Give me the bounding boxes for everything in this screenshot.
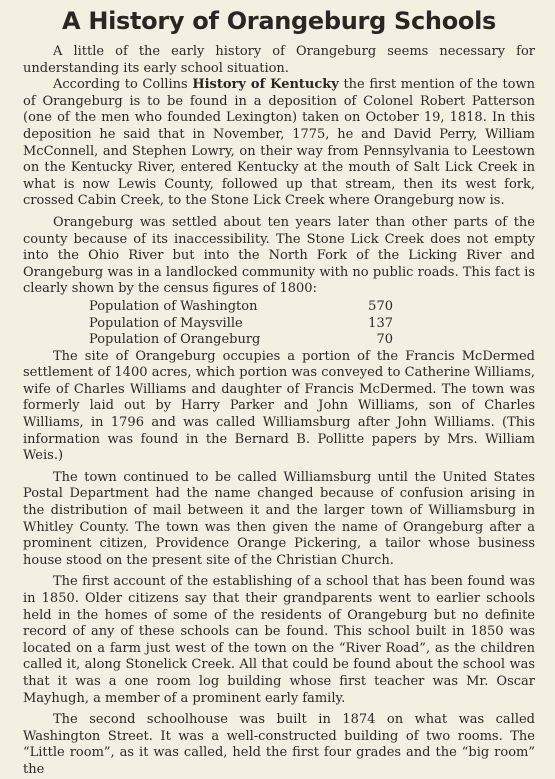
paragraph-settlement: Orangeburg was settled about ten years later than other parts of the county because of its inaccessibility. The Stone Lick Creek does not empty into the Ohio River but into the North Fork of the Licking River and Orangeburg was in a landlocked community with no public roads. This fact is clearly shown by the census figures of 1800:	[23, 214, 535, 297]
page-title: A History of Orangeburg Schools	[61, 7, 496, 35]
census-value: 137	[368, 315, 393, 331]
paragraph-collins-lead: According to Collins	[53, 77, 193, 93]
census-row-orangeburg	[23, 332, 535, 349]
census-row-maysville	[23, 316, 535, 333]
paragraph-intro: A little of the early history of Orangeburg seems necessary for understanding its early school situation.	[23, 44, 535, 76]
paragraph-site: The site of Orangeburg occupies a portion of the Francis McDermed settlement of 1400 acres, which portion was conveyed to Catherine Williams, wife of Charles Williams and daughter of Francis McDermed. The town was formerly laid out by Harry Parker and John Williams, son of Charles Williams, in 1796 and was called Williamsburg after John Williams. (This information was found in the Bernard B. Pollitte papers by Mrs. William Weis.)	[23, 348, 535, 464]
census-label: Population of Orangeburg	[89, 332, 261, 348]
paragraph-collins-body: the first mention of the town of Orangeburg is to be found in a deposition of Colonel Robert Patterson (one of the men who founded Lexington) taken on October 19, 1818. In this deposition he said that in November, 1775, he and David Perry, William McConnell, and Stephen Lowry, on their way from Pennsylvania to Leestown on the Kentucky River, entered Kentucky at the mouth of Salt Lick Creek in what is now Lewis County, followed up that stream, then its west fork, crossed Cabin Creek, to the Stone Lick Creek where Orangeburg now is.	[23, 77, 535, 209]
census-value: 570	[368, 298, 393, 314]
paragraph-collins	[23, 77, 535, 210]
book-title: History of Kentucky	[192, 77, 339, 93]
census-row-washington	[23, 299, 535, 316]
census-value: 70	[376, 332, 393, 348]
paragraph-second-school: The second schoolhouse was built in 1874 on what was called Washington Street. It was a well-constructed building of two rooms. The “Little room”, as it was called, held the first four grades and the “big room” the	[23, 712, 535, 777]
paragraph-name-change: The town continued to be called Williamsburg until the United States Postal Department had the name changed because of confusion arising in the distribution of mail between it and the larger town of Williamsburg in Whitley County. The town was then given the name of Orangeburg after a prominent citizen, Providence Orange Pickering, a tailor whose business house stood on the present site of the Christian Church.	[23, 469, 535, 568]
census-list	[23, 299, 535, 349]
paragraph-first-school: The first account of the establishing of a school that has been found was in 1850. Older citizens say that their grandparents went to earlier schools held in the homes of some of the residents of Orangeburg but no definite record of any of these schools can be found. This school built in 1850 was located on a farm just west of the town on the “River Road”, as the children called it, along Stonelick Creek. All that could be found about the school was that it was a one room log building whose first teacher was Mr. Oscar Mayhugh, a member of a prominent early family.	[23, 574, 535, 706]
census-label: Population of Maysville	[89, 315, 243, 331]
census-label: Population of Washington	[89, 298, 258, 314]
